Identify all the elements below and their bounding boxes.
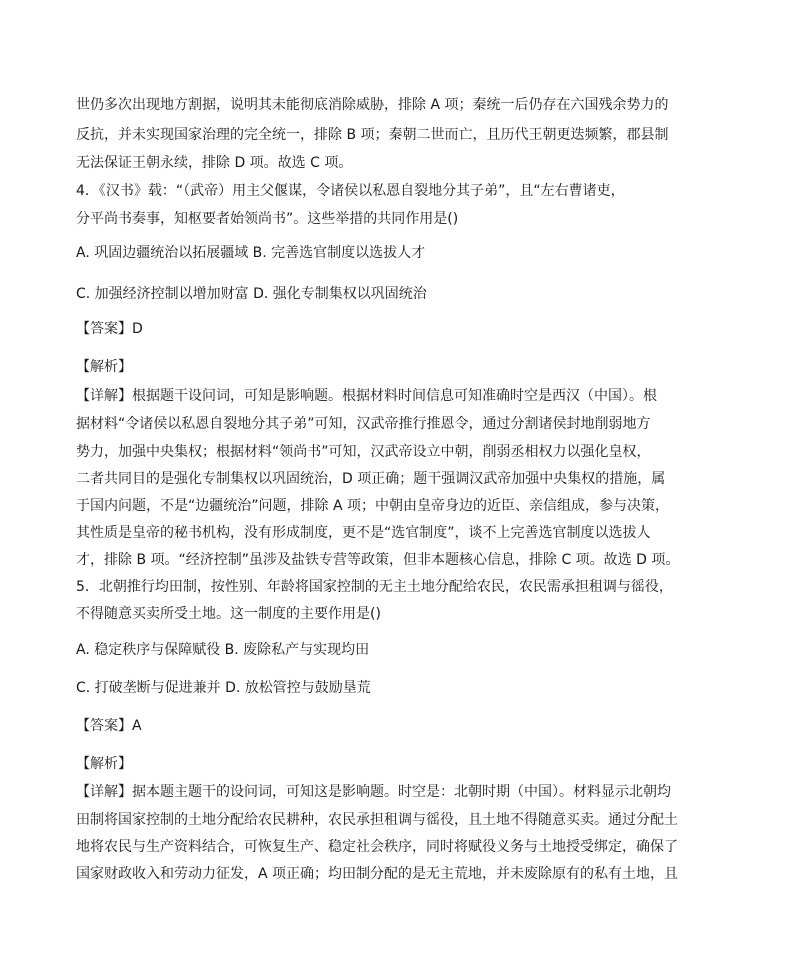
analysis-text: 二者共同目的是强化专制集权以巩固统治，D 项正确；题干强调汉武帝加强中央集权的措施，属: [76, 471, 666, 487]
analysis-text: 田制将国家控制的土地分配给农民耕种，农民承担租调与徭役，且土地不得随意买卖。通过分配土: [76, 812, 678, 828]
analysis-label: 【解析】: [76, 756, 132, 772]
question-5-options: C. 打破垄断与促进兼并 D. 放松管控与鼓励垦荒: [76, 680, 371, 696]
text-line: 反抗，并未实现国家治理的完全统一，排除 B 项；秦朝二世而亡，且历代王朝更迭频繁，郡县制: [76, 127, 669, 143]
question-5-options: A. 稳定秩序与保障赋役 B. 废除私产与实现均田: [76, 642, 370, 658]
analysis-text: 其性质是皇帝的秘书机构，没有形成制度，更不是“选官制度”，谈不上完善选官制度以选拔人: [76, 525, 651, 541]
text-line: 无法保证王朝永续，排除 D 项。故选 C 项。: [76, 155, 353, 171]
question-5-stem: 5．北朝推行均田制，按性别、年龄将国家控制的无主土地分配给农民，农民需承担租调与徭役，: [76, 579, 673, 595]
text-line: 世仍多次出现地方割据，说明其未能彻底消除威胁，排除 A 项；秦统一后仍存在六国残余势力的: [76, 97, 669, 113]
analysis-text: 【详解】根据题干设问词，可知是影响题。根据材料时间信息可知准确时空是西汉（中国）。根: [76, 388, 657, 404]
answer-label: 【答案】A: [76, 718, 142, 734]
question-4-options: C. 加强经济控制以增加财富 D. 强化专制集权以巩固统治: [76, 286, 427, 302]
analysis-text: 于国内问题，不是“边疆统治”问题，排除 A 项；中朝由皇帝身边的近臣、亲信组成，参与决策，: [76, 498, 669, 514]
question-4-stem: 4．《汉书》载：“（武帝）用主父偃谋，令诸侯以私恩自裂地分其子弟”，且“左右曹诸吏，: [76, 183, 625, 199]
question-4-options: A. 巩固边疆统治以拓展疆域 B. 完善选官制度以选拔人才: [76, 245, 426, 261]
analysis-text: 才，排除 B 项。“经济控制”虽涉及盐铁专营等政策，但非本题核心信息，排除 C 项。故选 D 项。: [76, 552, 680, 568]
answer-label: 【答案】D: [76, 321, 143, 337]
question-5-stem: 不得随意买卖所受土地。这一制度的主要作用是(): [76, 606, 381, 622]
question-4-stem: 分平尚书奏事，知枢要者始领尚书”。这些举措的共同作用是(): [76, 211, 459, 227]
analysis-text: 势力，加强中央集权；根据材料“领尚书”可知，汉武帝设立中朝，削弱丞相权力以强化皇权，: [76, 444, 651, 460]
analysis-label: 【解析】: [76, 359, 132, 375]
analysis-text: 国家财政收入和劳动力征发，A 项正确；均田制分配的是无主荒地，并未废除原有的私有土地，且: [76, 866, 679, 882]
analysis-text: 【详解】据本题主题干的设问词，可知这是影响题。时空是：北朝时期（中国）。材料显示北朝均: [76, 784, 671, 800]
analysis-text: 据材料“令诸侯以私恩自裂地分其子弟”可知，汉武帝推行推恩令，通过分割诸侯封地削弱地方: [76, 416, 651, 432]
analysis-text: 地将农民与生产资料结合，可恢复生产、稳定社会秩序，同时将赋役义务与土地授受绑定，确保了: [76, 839, 678, 855]
